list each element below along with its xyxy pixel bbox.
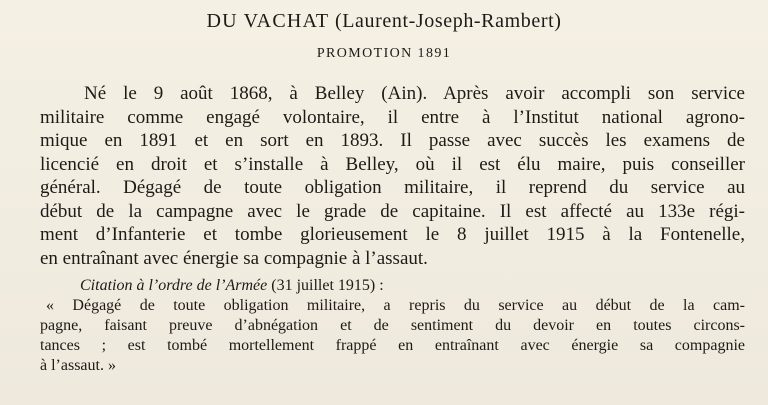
promotion-subtitle: PROMOTION 1891	[316, 46, 452, 61]
biography-line: en entraînant avec énergie sa compagnie à l’assaut.	[40, 247, 428, 269]
surname: DU VACHAT	[206, 10, 330, 32]
biography-line: licencié en droit et s’installe à Belley, où il est élu maire, puis conseiller	[40, 153, 745, 175]
citation-heading-title: Citation à l’ordre de l’Armée	[80, 277, 268, 294]
citation-line: à l’assaut. »	[40, 357, 116, 374]
biography-line: début de la campagne avec le grade de capitaine. Il est affecté au 133e régi-	[40, 200, 745, 222]
page-title	[0, 10, 768, 33]
biography-paragraph	[40, 82, 745, 270]
biography-line: mique en 1891 et en sort en 1893. Il passe avec succès les examens de	[40, 130, 745, 151]
given-names: (Laurent-Joseph-Rambert)	[334, 10, 562, 32]
citation-line: tances ; est tombé mortellement frappé en entraînant avec énergie sa compagnie	[40, 337, 745, 354]
citation-block	[40, 276, 745, 376]
citation-heading	[40, 276, 745, 296]
biography-line: Né le 9 août 1868, à Belley (Ain). Après avoir accompli son service	[84, 83, 745, 104]
citation-heading-date: (31 juillet 1915) :	[271, 277, 384, 294]
citation-line: « Dégagé de toute obligation militaire, a repris du service au début de la cam-	[46, 297, 745, 314]
biography-line: général. Dégagé de toute obligation militaire, il reprend du service au	[40, 177, 745, 198]
citation-line: pagne, faisant preuve d’abnégation et de sentiment du devoir en toutes circons-	[40, 317, 745, 334]
biography-line: ment d’Infanterie et tombe glorieusement le 8 juillet 1915 à la Fontenelle,	[40, 224, 745, 245]
biography-line: militaire comme engagé volontaire, il entre à l’Institut national agrono-	[40, 106, 745, 128]
